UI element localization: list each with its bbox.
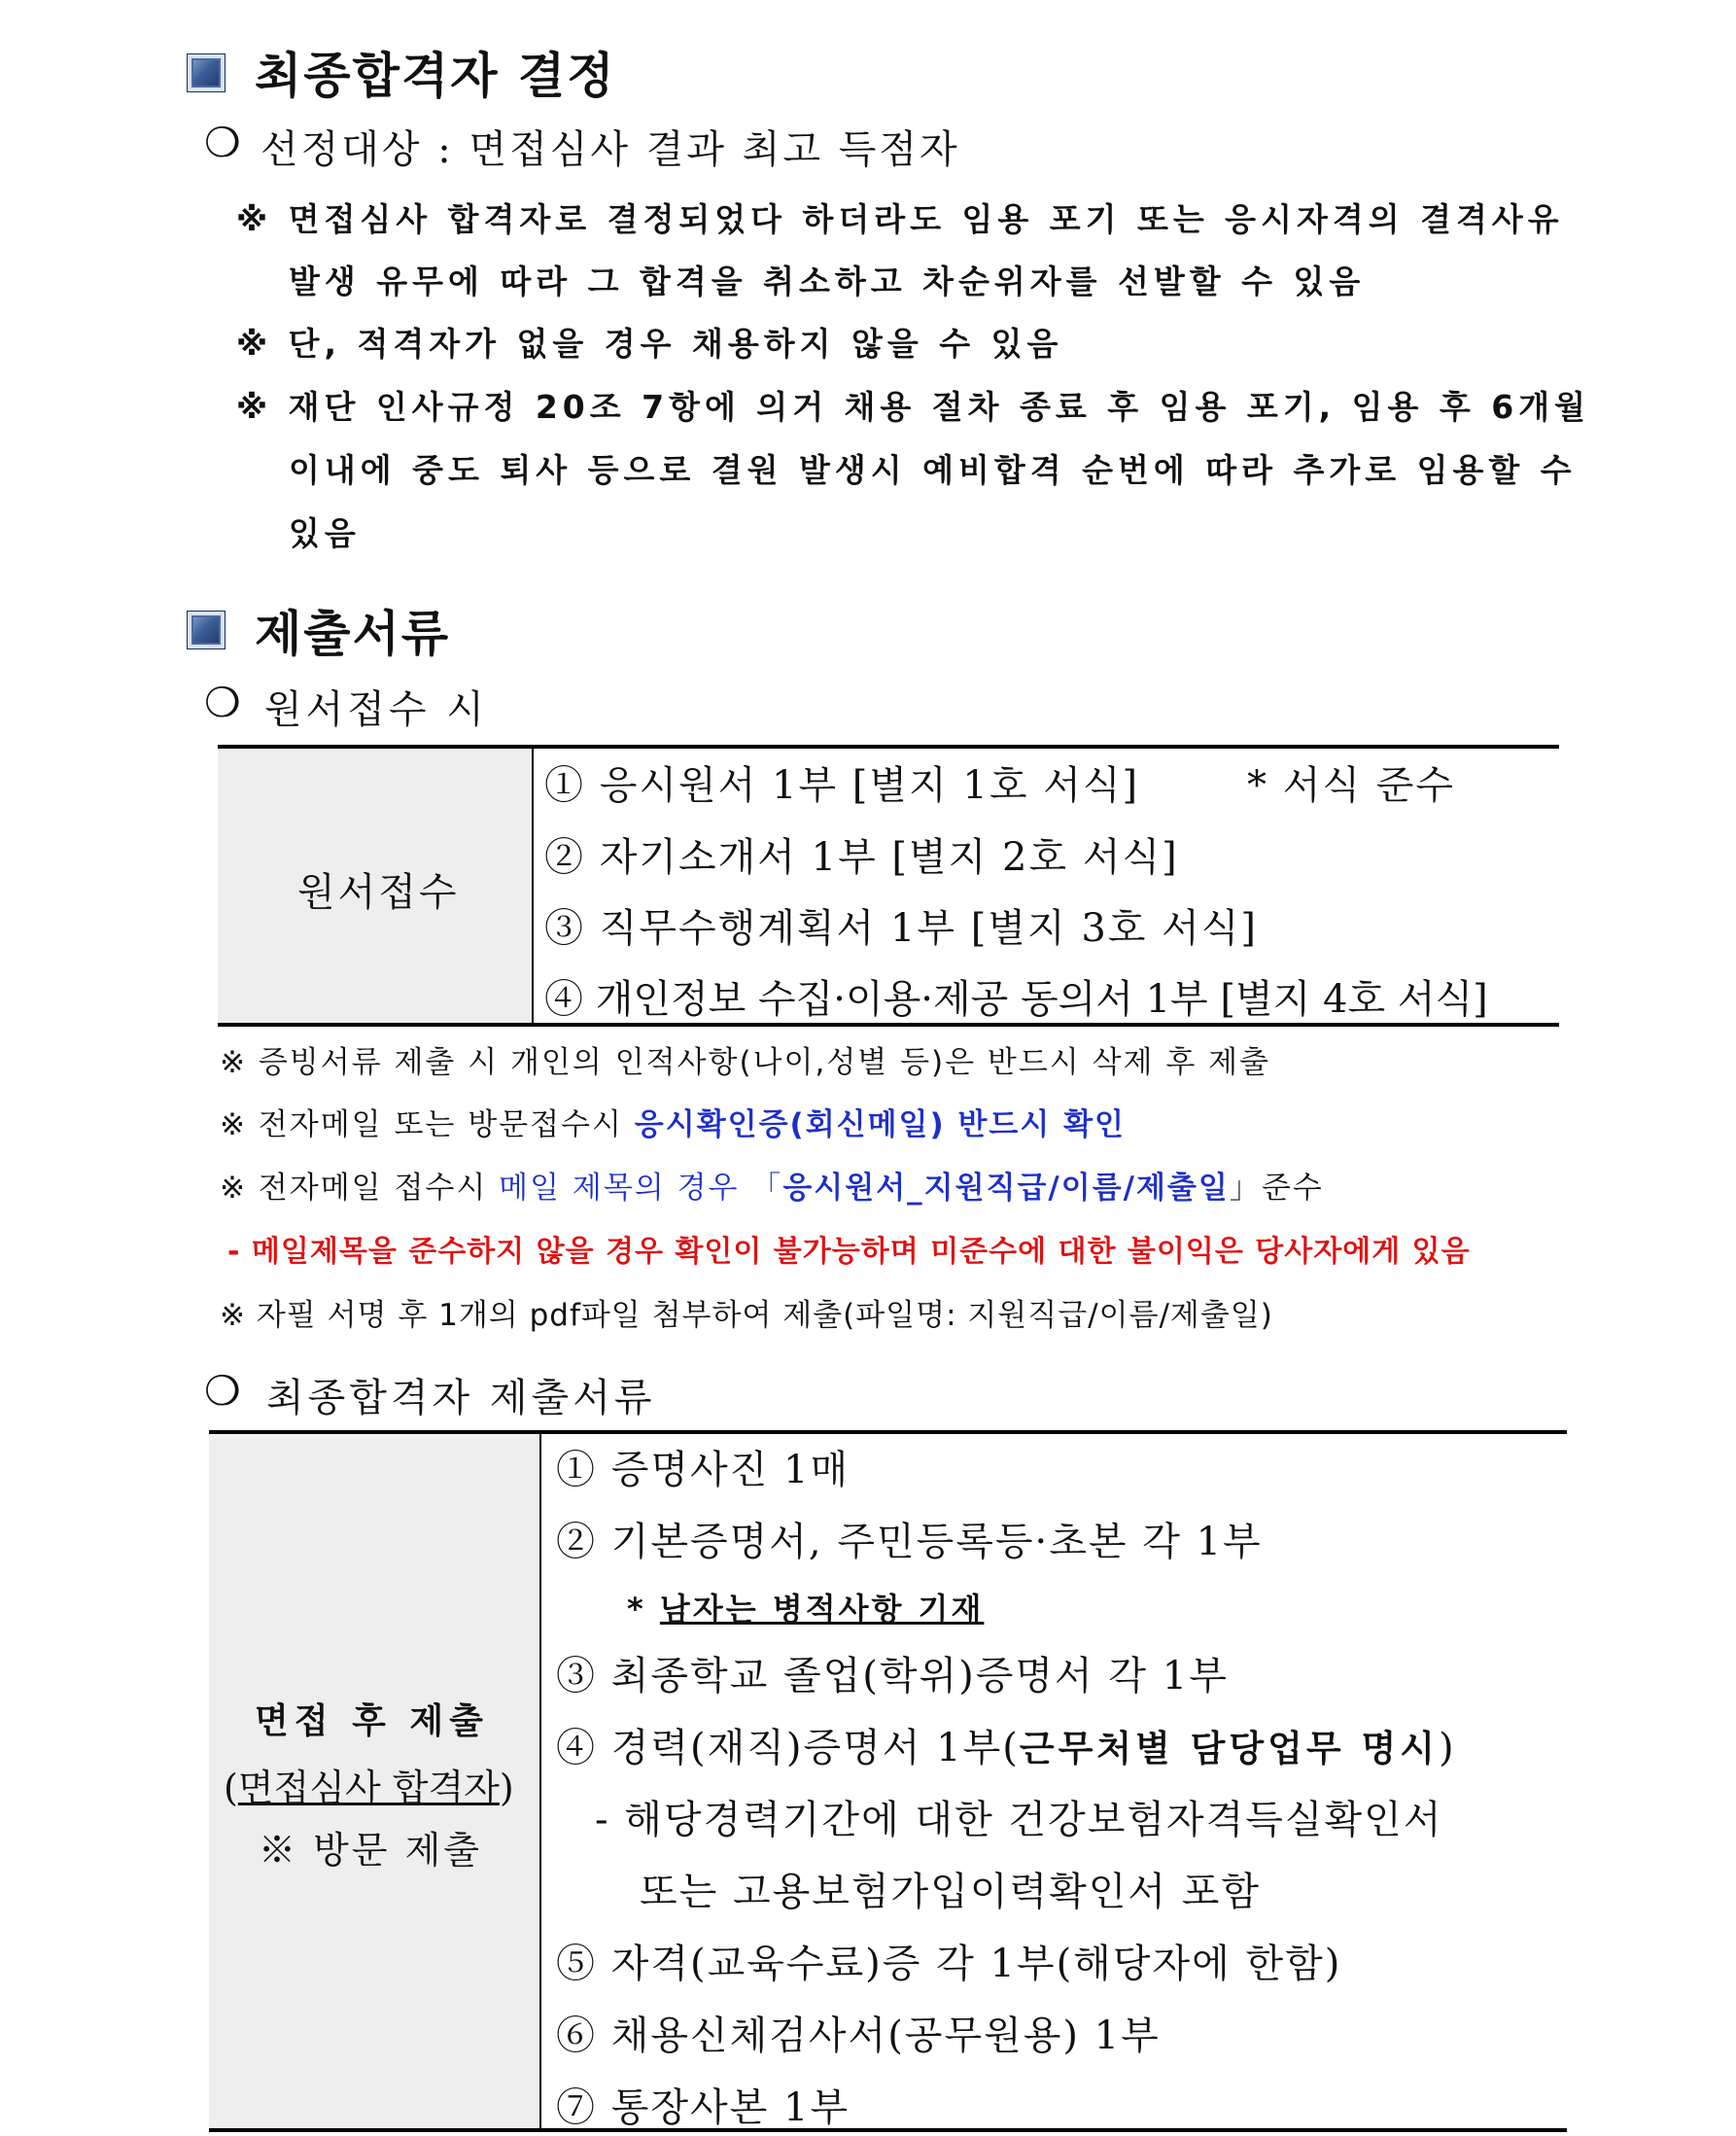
note-text: ※ 전자메일 또는 방문접수시: [220, 1107, 635, 1142]
table-item: ① 증명사진 1매: [556, 1448, 851, 1492]
table-label-note: ※ 방문 제출: [259, 1829, 482, 1872]
table-item-sub: - 해당경력기간에 대한 건강보험자격득실확인서: [595, 1798, 1443, 1842]
table-item: ⑥ 채용신체검사서(공무원용) 1부: [556, 2013, 1161, 2058]
table-item: ① 응시원서 1부 [별지 1호 서식]: [544, 763, 1140, 808]
table-item: ④ 개인정보 수집·이용·제공 동의서 1부 [별지 4호 서식]: [544, 977, 1488, 1022]
circle-bullet-icon: ❍: [204, 1367, 241, 1415]
note-highlight: 응시확인증(회신메일) 반드시 확인: [634, 1107, 1126, 1142]
warning-line: - 메일제목을 준수하지 않을 경우 확인이 불가능하며 미준수에 대한 불이익은 당사자에게 있음: [227, 1235, 1471, 1269]
table-item: ② 기본증명서, 주민등록등·초본 각 1부: [556, 1520, 1263, 1564]
note-line: [220, 1100, 1126, 1143]
note-bracket: 」: [1229, 1171, 1262, 1206]
table-item-sub: 또는 고용보험가입이력확인서 포함: [640, 1870, 1262, 1914]
circle-bullet-icon: ❍: [204, 679, 241, 726]
note-line: 발생 유무에 따라 그 합격을 취소하고 차순위자를 선발할 수 있음: [289, 263, 1366, 300]
section-title: 제출서류: [255, 606, 451, 662]
table-label: 원서접수: [297, 870, 460, 915]
table-item: ③ 최종학교 졸업(학위)증명서 각 1부: [556, 1654, 1229, 1698]
selection-criteria: 선정대상 : 면접심사 결과 최고 득점자: [260, 127, 960, 172]
table-label-bold: 면접 후 제출: [255, 1701, 489, 1741]
note-line: ※ 증빙서류 제출 시 개인의 인적사항(나이,성별 등)은 반드시 삭제 후 제출: [220, 1045, 1271, 1080]
note-line: 있음: [289, 514, 361, 552]
note-line: [220, 1163, 1324, 1207]
table-item: ③ 직무수행계획서 1부 [별지 3호 서식]: [544, 906, 1259, 951]
note-line: ※ 재단 인사규정 20조 7항에 의거 채용 절차 종료 후 임용 포기, 임용 후 6개월: [236, 388, 1591, 426]
note-line: 이내에 중도 퇴사 등으로 결원 발생시 예비합격 순번에 따라 추가로 임용할 수: [289, 451, 1577, 489]
table-item: ⑦ 통장사본 1부: [556, 2085, 851, 2130]
subsection-title: 최종합격자 제출서류: [266, 1376, 656, 1420]
note-line: ※ 자필 서명 후 1개의 pdf파일 첨부하여 제출(파일명: 지원직급/이름/제출일): [220, 1298, 1273, 1333]
note-line: ※ 면접심사 합격자로 결정되었다 하더라도 임용 포기 또는 응시자격의 결격사유: [236, 200, 1564, 238]
table-label-sub: (면접심사 합격자): [224, 1767, 514, 1809]
table-item-note: * 서식 준수: [1247, 763, 1455, 808]
note-mail-subject: 응시원서_지원직급/이름/제출일: [782, 1171, 1230, 1206]
circle-bullet-icon: ❍: [204, 119, 241, 166]
section-title: 최종합격자 결정: [255, 48, 616, 104]
section-marker-icon: [187, 611, 226, 649]
note-highlight: 메일 제목의 경우: [499, 1171, 751, 1206]
note-bracket: 「: [750, 1171, 783, 1206]
table-item-sub: * 남자는 병적사항 기재: [627, 1591, 985, 1628]
section-marker-icon: [187, 53, 226, 92]
table-item: ② 자기소개서 1부 [별지 2호 서식]: [544, 835, 1179, 880]
subsection-title: 원서접수 시: [264, 687, 488, 732]
note-text: ※ 전자메일 접수시: [220, 1171, 500, 1206]
note-line: ※ 단, 적격자가 없을 경우 채용하지 않을 수 있음: [236, 325, 1063, 363]
table-item: ④ 경력(재직)증명서 1부(근무처별 담당업무 명시): [556, 1726, 1456, 1770]
table-item: ⑤ 자격(교육수료)증 각 1부(해당자에 한함): [556, 1942, 1342, 1986]
note-text: 준수: [1261, 1171, 1324, 1206]
